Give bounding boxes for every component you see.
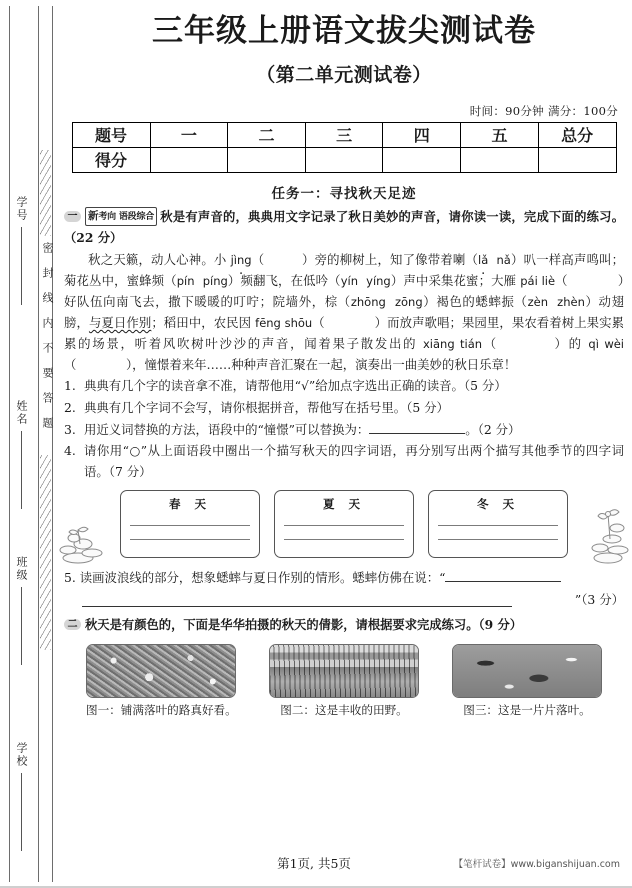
- student-field-xuehao[interactable]: [6, 196, 36, 305]
- subquestion-score: （5 分）: [406, 400, 449, 416]
- pinyin-blank-xiangtian: xiāng tián: [422, 336, 483, 351]
- student-field-writeline: [21, 587, 22, 665]
- seal-line-text: 密封线内不要答题: [41, 242, 54, 442]
- pinyin-option[interactable]: nǎ: [496, 253, 511, 268]
- pinyin-option[interactable]: yín: [340, 274, 358, 289]
- photo-harvest-field: [269, 644, 419, 698]
- question-number-badge: 二: [64, 619, 81, 630]
- writing-line[interactable]: [284, 525, 404, 526]
- new-exam-tag: 新考向 语段综合: [85, 207, 157, 226]
- subquestion-score: （5 分）: [463, 378, 507, 394]
- subquestion-text: 用近义词替换的方法，语段中的“憧憬”可以替换为：: [84, 421, 370, 437]
- passage-text: 的: [568, 335, 589, 351]
- subquestion-text: 典典有几个字的读音拿不准，请帮他用“√”给加点字选出正确的读音。: [84, 378, 464, 394]
- plant-decoration-icon: [58, 520, 114, 564]
- pinyin-option[interactable]: yíng: [366, 274, 391, 289]
- score-table-row-header: 得分: [72, 147, 150, 172]
- pinyin-option[interactable]: zōng: [394, 295, 423, 310]
- pinyin-option[interactable]: zhèn: [557, 295, 585, 310]
- photo-gallery: [64, 644, 624, 718]
- passage-text: （ ）好队伍向南飞去，撒下暖暖的叮咛；院墙: [64, 273, 625, 310]
- pinyin-blank-jing: jìng ·: [231, 253, 252, 267]
- passage-text: ）: [390, 273, 404, 289]
- reading-passage: [64, 250, 624, 375]
- subquestion-5: [64, 567, 624, 610]
- score-table-col-header: 五: [461, 122, 539, 147]
- subquestion-text: 典典有几个字词不会写，请你根据拼音，帮他写在括号里。: [84, 400, 407, 416]
- student-field-label: 学号: [15, 196, 28, 222]
- pinyin-option[interactable]: zhōng: [350, 295, 386, 310]
- question-two-text: 秋天是有颜色的，下面是华华拍摄的秋天的倩影，请根据要求完成练习。: [85, 617, 479, 632]
- score-table-col-header: 四: [383, 122, 461, 147]
- student-field-label: 学校: [15, 742, 28, 768]
- pinyin-blank-fengshou: fēng shōu: [255, 315, 313, 330]
- subquestion-text: 。: [465, 421, 478, 437]
- pinyin-blank-pailie: pái liè: [520, 274, 556, 289]
- student-field-label: 姓名: [15, 400, 28, 426]
- question-two-score: （9 分）: [478, 616, 523, 632]
- passage-text: 外，棕（: [298, 294, 351, 310]
- score-table-col-header: 三: [305, 122, 383, 147]
- writing-lines[interactable]: [284, 512, 404, 557]
- page-subtitle: （第二单元测试卷）: [256, 63, 432, 86]
- binding-margin: [0, 0, 56, 888]
- score-table-col-header: 二: [228, 122, 306, 147]
- score-cell[interactable]: [228, 147, 306, 172]
- answer-blank-synonym[interactable]: [369, 422, 465, 434]
- student-field-writeline: [21, 431, 22, 509]
- passage-text: ；稻: [151, 314, 177, 330]
- subquestion-number: 2.: [64, 400, 76, 416]
- writing-lines[interactable]: [130, 512, 250, 557]
- writing-lines[interactable]: [438, 512, 558, 557]
- score-cell[interactable]: [538, 147, 616, 172]
- writing-line[interactable]: [284, 539, 404, 540]
- passage-text: （ ）: [482, 335, 569, 351]
- task-heading: 任务一：寻找秋天足迹: [271, 185, 417, 202]
- photo-cell-2: [269, 644, 419, 718]
- season-box-summer[interactable]: [274, 490, 414, 558]
- passage-text: （ ）而放声歌唱；果园里，果农看着树上果实累: [312, 314, 625, 330]
- passage-text: 秋日乐章！: [454, 356, 517, 372]
- page-footer: [56, 852, 632, 880]
- subquestion-number: 3.: [64, 421, 76, 437]
- hatch-pattern-top: [40, 150, 51, 236]
- question-one-score: （22 分）: [64, 229, 123, 245]
- photo-caption: 图三：这是一片片落叶。: [463, 703, 591, 718]
- exam-meta-info: 时间：90分钟 满分：100分: [469, 103, 618, 118]
- writing-line[interactable]: [130, 539, 250, 540]
- subquestion-1: [64, 376, 624, 397]
- pinyin-option[interactable]: píng: [202, 274, 228, 289]
- score-table-col-header: 一: [150, 122, 228, 147]
- photo-image: [453, 645, 601, 697]
- subquestion-text: 读画波浪线的部分，想象蟋蟀与夏日作别的情形。蟋蟀仿佛在说：“: [79, 570, 446, 586]
- student-field-xingming[interactable]: [6, 400, 36, 509]
- score-table: [72, 122, 617, 173]
- student-field-writeline: [21, 773, 22, 851]
- season-label: 春 天: [168, 497, 211, 512]
- subquestion-number: 4.: [64, 443, 76, 459]
- photo-caption: 图一：铺满落叶的路真好看。: [86, 703, 237, 718]
- season-label: 冬 天: [476, 497, 519, 512]
- passage-text: ）褐色的蟋蟀振（: [422, 294, 528, 310]
- writing-line[interactable]: [438, 525, 558, 526]
- subquestion-score: （3 分）: [581, 592, 624, 608]
- passage-text: ）动翅膀，: [64, 294, 624, 330]
- photo-caption: 图二：这是丰收的田野。: [280, 703, 408, 718]
- student-field-xuexiao[interactable]: [6, 742, 36, 851]
- subquestion-number: 5.: [64, 570, 76, 586]
- passage-text: 叭一样高声鸣叫；菊花丛中，蜜蜂频（: [64, 252, 625, 289]
- pinyin-option[interactable]: lǎ ·: [478, 253, 488, 267]
- photo-image: [270, 645, 418, 697]
- student-field-writeline: [21, 227, 22, 305]
- wavy-underlined-phrase: 与夏日作别: [88, 314, 152, 330]
- subquestion-score: （7 分）: [108, 463, 152, 479]
- question-two: [64, 615, 624, 636]
- season-box-winter[interactable]: [428, 490, 568, 558]
- score-cell[interactable]: [383, 147, 461, 172]
- passage-text: 秋之天籁，动人心神。小: [88, 252, 231, 268]
- pinyin-blank-qiwei: qì wèi: [588, 336, 624, 351]
- score-cell[interactable]: [461, 147, 539, 172]
- season-box-spring[interactable]: [120, 490, 260, 558]
- seal-line-strip: [38, 150, 53, 650]
- exam-page: [56, 0, 632, 888]
- passage-text: ）: [510, 252, 524, 268]
- pinyin-option[interactable]: zèn: [527, 295, 548, 310]
- pinyin-option[interactable]: pín: [176, 274, 195, 289]
- subquestion-score: （2 分）: [477, 421, 521, 437]
- photo-cell-1: [86, 644, 236, 718]
- score-cell[interactable]: [150, 147, 228, 172]
- score-table-col-header: 总分: [538, 122, 616, 147]
- writing-line[interactable]: [438, 539, 558, 540]
- photo-cell-3: [452, 644, 602, 718]
- subquestion-2: [64, 398, 624, 419]
- watermark-text: 【笔杆试卷】www.biganshijuan.com: [453, 859, 620, 870]
- question-number-badge: 一: [64, 211, 81, 222]
- table-row: [72, 147, 616, 172]
- subquestion-text: 请你用“○”从上面语段中圈出一个描写秋天的四字词语，再分别写出两个描写其他季节的四字词语。: [84, 443, 624, 479]
- season-answer-boxes: [64, 490, 624, 558]
- plant-decoration-icon: [588, 506, 632, 566]
- closing-quote: ”: [574, 592, 582, 608]
- subquestion-3: [64, 420, 624, 441]
- score-table-row-header: 题号: [72, 122, 150, 147]
- passage-text: （ ），憧憬着来年……种种声音汇聚在一起，演奏出一曲美妙的: [64, 356, 455, 372]
- passage-text: 累的场景，听着风吹树叶沙沙的声音，闻着果子散发出的: [64, 335, 423, 351]
- page-title: 三年级上册语文拔尖测试卷: [152, 13, 536, 49]
- photo-fallen-leaves-path: [86, 644, 236, 698]
- subquestion-4: [64, 441, 624, 482]
- answer-blank-cricket-line2[interactable]: [82, 594, 512, 607]
- passage-text: ）频翻飞，在低吟（: [227, 273, 341, 289]
- question-one-text: 秋是有声音的，典典用文字记录了秋日美妙的声音，请你读一读，完成下面的练习。: [160, 209, 624, 224]
- writing-line[interactable]: [130, 525, 250, 526]
- subquestion-number: 1.: [64, 378, 76, 394]
- page-number: 第1页, 共5页: [277, 856, 351, 871]
- score-cell[interactable]: [305, 147, 383, 172]
- question-one: [64, 208, 624, 249]
- student-field-banji[interactable]: [6, 556, 36, 665]
- answer-blank-cricket-line1[interactable]: [445, 569, 561, 582]
- photo-image: [87, 645, 235, 697]
- season-label: 夏 天: [322, 497, 365, 512]
- photo-scattered-leaves: [452, 644, 602, 698]
- hatch-pattern-bottom: [40, 455, 51, 650]
- passage-text: 声中采集花蜜；大雁: [403, 273, 521, 289]
- table-row: [72, 122, 616, 147]
- passage-text: （ ）旁的柳树上，知了像带着喇（: [251, 252, 479, 268]
- passage-text: 田中，农民因: [176, 314, 256, 330]
- student-field-label: 班级: [15, 556, 28, 582]
